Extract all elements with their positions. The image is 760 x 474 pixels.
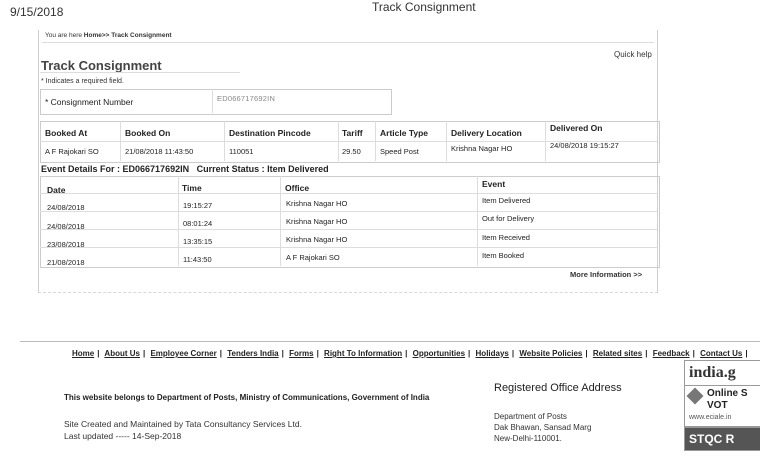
divider (545, 121, 546, 161)
breadcrumb-sep: >> (101, 32, 110, 39)
footer-link-contact-us[interactable]: Contact Us (700, 349, 743, 358)
col-delivery-location: Delivery Location (451, 128, 522, 138)
event-date: 23/08/2018 (47, 240, 85, 249)
event-name: Out for Delivery (482, 214, 535, 223)
divider (42, 42, 654, 43)
divider (178, 176, 179, 266)
divider (212, 89, 213, 113)
col-delivered-on: Delivered On (550, 123, 603, 133)
ownership-note: This website belongs to Department of Posts, Ministry of Communications, Government of India (64, 393, 430, 402)
online-vote-badge[interactable] (684, 385, 760, 427)
print-title: Track Consignment (372, 0, 476, 14)
divider (40, 247, 658, 248)
required-note: * Indicates a required field. (41, 78, 124, 85)
breadcrumb-prefix: You are here (45, 32, 84, 39)
maintained-by: Site Created and Maintained by Tata Consultancy Services Ltd. (64, 419, 302, 429)
event-office: Krishna Nagar HO (286, 199, 348, 208)
quick-help-link[interactable]: Quick help (614, 50, 652, 59)
footer-link-related-sites[interactable]: Related sites (592, 349, 643, 358)
online-vote-text: Online S VOT (707, 388, 748, 411)
divider (338, 121, 339, 161)
event-name: Item Booked (482, 251, 525, 260)
breadcrumb (45, 32, 172, 39)
divider (120, 121, 121, 161)
col-destination-pincode: Destination Pincode (229, 128, 311, 138)
event-time: 13:35:15 (183, 237, 213, 246)
footer-link-tenders-india[interactable]: Tenders India (227, 349, 279, 358)
event-office: Krishna Nagar HO (286, 217, 348, 226)
event-time: 19:15:27 (183, 201, 213, 210)
footer-link-opportunities[interactable]: Opportunities (412, 349, 466, 358)
address-line: Department of Posts (494, 412, 567, 421)
vote-url: www.eciale.in (689, 414, 732, 421)
events-table (40, 176, 660, 268)
breadcrumb-current: Track Consignment (111, 32, 172, 39)
divider (375, 121, 376, 161)
stqc-text: STQC R (689, 432, 735, 446)
current-status: Item Delivered (267, 164, 329, 174)
maintenance-note (64, 418, 302, 442)
consignment-number-field[interactable]: ED066717692IN (217, 94, 276, 103)
divider (477, 176, 478, 266)
footer-link-about-us[interactable]: About Us (104, 349, 140, 358)
address-line: New-Delhi-110001. (494, 434, 562, 443)
event-details-id: ED066717692IN (122, 164, 190, 174)
footer-nav: Home | About Us | Employee Corner | Tenders India | Forms | Right To Information | Opportunities | Holidays | Website Policies | Related sites | Feedback | Contact Us | (72, 349, 748, 358)
tariff-value: 29.50 (342, 147, 361, 156)
delivered-on-value: 24/08/2018 19:15:27 (550, 141, 619, 150)
last-updated: Last updated ----- 14-Sep-2018 (64, 431, 182, 441)
event-office: A F Rajokari SO (286, 253, 340, 262)
col-booked-on: Booked On (125, 128, 171, 138)
vote-logo-icon (687, 388, 704, 405)
address-line: Dak Bhawan, Sansad Marg (494, 423, 592, 432)
col-tariff: Tariff (342, 128, 363, 138)
event-details-title (41, 164, 329, 174)
col-office: Office (285, 183, 310, 193)
divider (224, 121, 225, 161)
event-time: 11:43:50 (183, 255, 212, 264)
event-time: 08:01:24 (183, 219, 213, 228)
divider (280, 176, 281, 266)
footer-divider (20, 341, 760, 342)
divider (40, 72, 240, 73)
page-title: Track Consignment (41, 58, 162, 73)
footer-link-holidays[interactable]: Holidays (475, 349, 509, 358)
event-details-prefix: Event Details For : (41, 164, 123, 174)
col-event: Event (482, 179, 506, 189)
breadcrumb-home[interactable]: Home (83, 32, 102, 39)
delivery-location-value: Krishna Nagar HO (451, 144, 513, 153)
footer-link-rti[interactable]: Right To Information (324, 349, 403, 358)
registered-office-address (494, 411, 591, 444)
footer-link-website-policies[interactable]: Website Policies (519, 349, 583, 358)
divider (446, 121, 447, 161)
more-information-link[interactable]: More Information >> (570, 270, 643, 279)
col-booked-at: Booked At (45, 128, 88, 138)
registered-office-title: Registered Office Address (494, 382, 622, 394)
booked-at-value: A F Rajokari SO (45, 147, 99, 156)
event-name: Item Received (482, 233, 530, 242)
divider (40, 211, 658, 212)
india-gov-text: india.g (689, 364, 736, 381)
divider (40, 229, 658, 230)
consignment-label: * Consignment Number (45, 97, 134, 107)
current-status-prefix: Current Status : (196, 164, 268, 174)
print-date: 9/15/2018 (10, 5, 64, 19)
footer-link-home[interactable]: Home (72, 349, 95, 358)
col-time: Time (182, 183, 202, 193)
article-type-value: Speed Post (380, 147, 419, 156)
india-gov-badge[interactable] (684, 360, 760, 386)
stqc-badge[interactable] (684, 427, 760, 451)
event-date: 24/08/2018 (47, 222, 85, 231)
footer-link-employee-corner[interactable]: Employee Corner (150, 349, 217, 358)
footer-link-feedback[interactable]: Feedback (652, 349, 690, 358)
event-date: 24/08/2018 (47, 203, 85, 212)
destination-pincode-value: 110051 (229, 147, 254, 156)
col-date: Date (47, 185, 66, 195)
event-date: 21/08/2018 (47, 258, 85, 267)
divider (40, 193, 658, 194)
footer-link-forms[interactable]: Forms (289, 349, 314, 358)
col-article-type: Article Type (380, 128, 429, 138)
booked-on-value: 21/08/2018 11:43:50 (125, 147, 194, 156)
event-office: Krishna Nagar HO (286, 235, 348, 244)
event-name: Item Delivered (482, 196, 531, 205)
